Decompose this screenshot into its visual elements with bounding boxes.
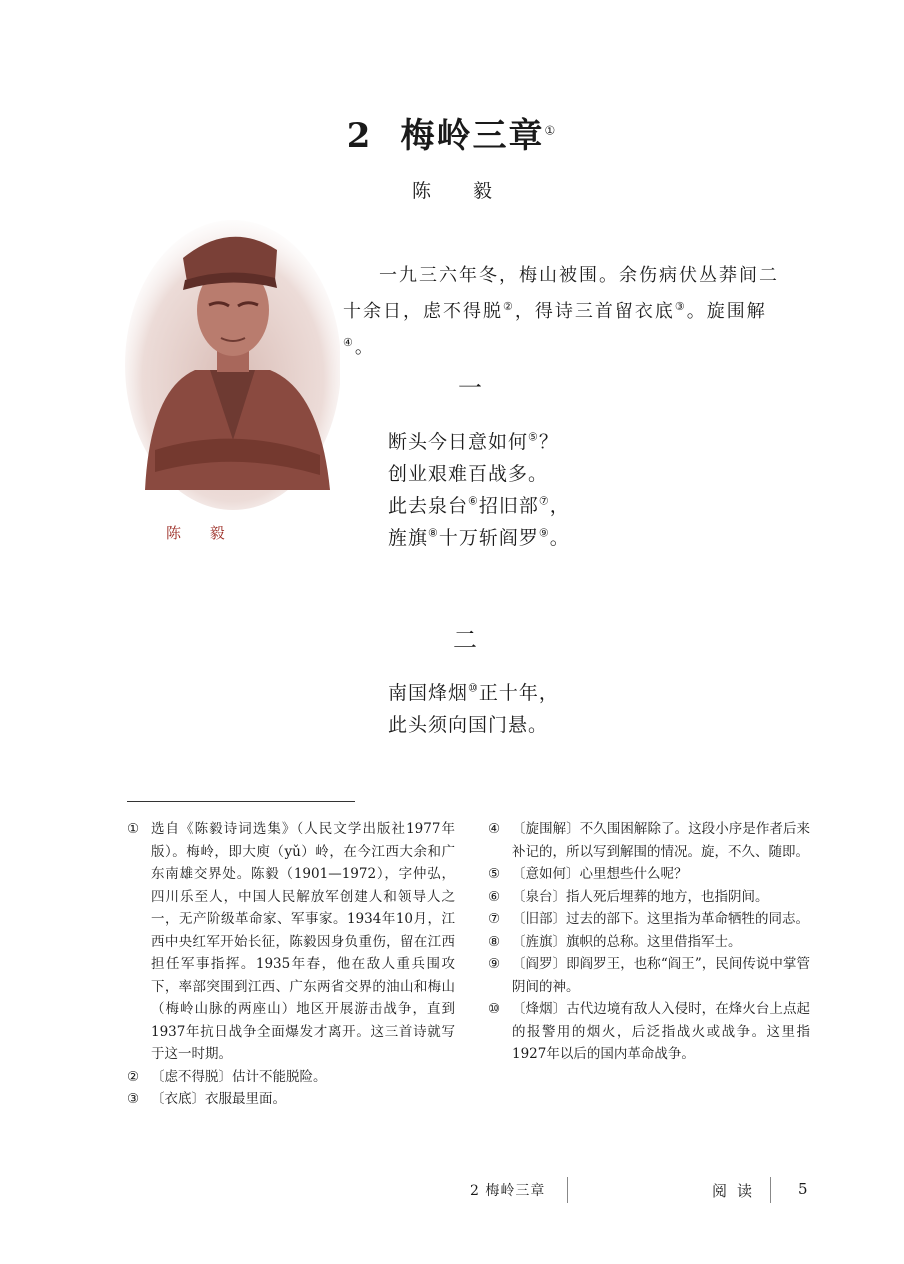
footnote: ⑤ 〔意如何〕心里想些什么呢？ [488, 866, 688, 882]
footnote: ⑨ 〔阎罗〕即阎罗王，也称“阎王”，民间传说中掌管阴间的神。 [488, 956, 810, 995]
footer-divider [770, 1177, 771, 1203]
page-number: 5 [798, 1180, 808, 1198]
chapter-number: 2 [346, 116, 373, 156]
footer-divider [567, 1177, 568, 1203]
footnote: ③ 〔衣底〕衣服最里面。 [127, 1091, 286, 1107]
footnote: ⑦ 〔旧部〕过去的部下。这里指为革命牺牲的同志。 [488, 911, 809, 927]
preface: 一九三六年冬，梅山被围。余伤病伏丛莽间二十余日，虑不得脱②，得诗三首留衣底③。旋围解④。 [343, 265, 779, 358]
footnote: ④ 〔旋围解〕不久围困解除了。这段小序是作者后来补记的，所以写到解围的情况。旋，不久、随即。 [488, 821, 810, 860]
poem-line: 此去泉台⑥招旧部⑦， [388, 494, 570, 517]
title-note-mark: ① [544, 123, 558, 138]
footnotes-left [127, 818, 455, 1111]
author-name: 陈 毅 [411, 180, 511, 202]
title-text: 梅岭三章 [400, 116, 545, 156]
author-portrait [125, 210, 340, 510]
footnote: ⑧ 〔旌旗〕旗帜的总称。这里借指军士。 [488, 933, 742, 950]
portrait-caption: 陈 毅 [166, 524, 237, 542]
footer-chapter-title: 2 梅岭三章 [470, 1183, 546, 1199]
footnotes-right [488, 818, 810, 1066]
poem-line: 创业艰难百战多。 [388, 463, 549, 485]
poem-line: 南国烽烟⑩正十年， [388, 681, 559, 704]
section-number-2: 二 [453, 626, 479, 654]
footnote: ② 〔虑不得脱〕估计不能脱险。 [127, 1068, 327, 1085]
poem-line: 此头须向国门悬。 [388, 714, 549, 736]
poem-section-1 [388, 426, 570, 554]
section-number-1: 一 [458, 374, 484, 402]
footer-section-label: 阅读 [712, 1182, 763, 1200]
footnote: ⑥ 〔泉台〕指人死后埋葬的地方，也指阴间。 [488, 888, 769, 905]
poem-line: 旌旗⑧十万斩阎罗⑨。 [388, 526, 570, 549]
footnote-divider [127, 801, 355, 802]
footnote: ① 选自《陈毅诗词选集》（人民文学出版社1977年版）。梅岭，即大庾（yǔ）岭，在今江西大余和广东南雄交界处。陈毅（1901—1972），字仲弘，四川乐至人，中国人民解放军创建人和领导人之一，无产阶级革命家、军事家。1934年10月，江西中央红军开始长征，陈毅因身负重伤，留在江西担任军事指挥。1935年春，他在敌人重兵围攻下，率部突围到江西、广东两省交界的油山和梅山（梅岭山脉的两座山）地区开展游击战争，直到1937年抗日战争全面爆发才离开。这三首诗就写于这一时期。 [127, 821, 455, 1062]
poem-section-2 [388, 677, 559, 741]
footnote: ⑩ 〔烽烟〕古代边境有敌人入侵时，在烽火台上点起的报警用的烟火，后泛指战火或战争。这里指1927年以后的国内革命战争。 [488, 1001, 810, 1062]
page-title [0, 108, 904, 157]
poem-line: 断头今日意如何⑤？ [388, 430, 559, 453]
